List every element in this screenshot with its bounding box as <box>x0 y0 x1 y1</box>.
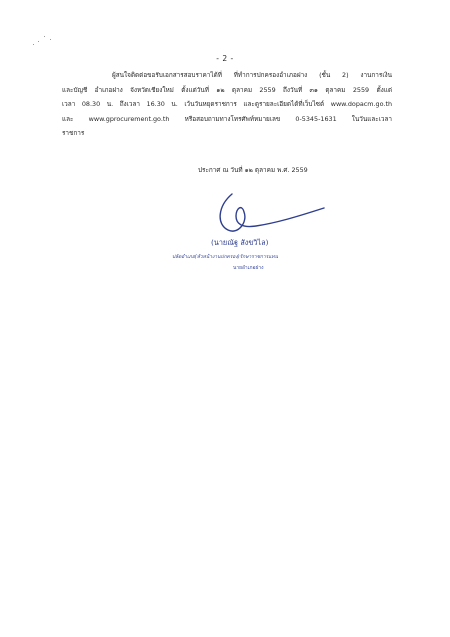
paragraph-line: และ www.gprocurement.go.th หรือสอบถามทางโทรศัพท์หมายเลข 0-5345-1631 ในวันและเวลา <box>62 114 392 123</box>
paragraph-line: ผู้สนใจติดต่อขอรับเอกสารสอบราคาได้ที่ ที่ทำการปกครองอำเภอฝาง (ชั้น 2) งานการเงิน <box>112 71 392 79</box>
scan-speck <box>38 41 39 42</box>
announcement-date: ประกาศ ณ วันที่ ๑๒ ตุลาคม พ.ศ. 2559 <box>198 166 308 174</box>
signer-title-position: นายอำเภอฝาง <box>233 265 264 271</box>
signer-title: ปลัดอำเภอ(หัวหน้างานปกครอง)รักษาราชการแทน <box>172 254 278 260</box>
signer-name: (นายณัฐ สังขวิไล) <box>211 238 269 247</box>
paragraph-line: และบัญชี อำเภอฝาง จังหวัดเชียงใหม่ ตั้งแต่วันที่ ๑๒ ตุลาคม 2559 ถึงวันที่ ๓๑ ตุลาคม 2559 ตั้งแต่ <box>62 85 392 94</box>
paragraph-line: ราชการ <box>62 129 85 137</box>
page-number: - 2 - <box>216 54 234 63</box>
scan-speck <box>33 44 34 45</box>
handwritten-signature <box>212 190 332 240</box>
paragraph-line: เวลา 08.30 น. ถึงเวลา 16.30 น. เว้นวันหยุดราชการ และดูรายละเอียดได้ที่เว็บไซต์ www.dopacm.go.th <box>62 100 392 108</box>
scan-speck <box>50 39 51 40</box>
body-paragraph <box>62 68 392 141</box>
scan-speck <box>44 36 45 37</box>
